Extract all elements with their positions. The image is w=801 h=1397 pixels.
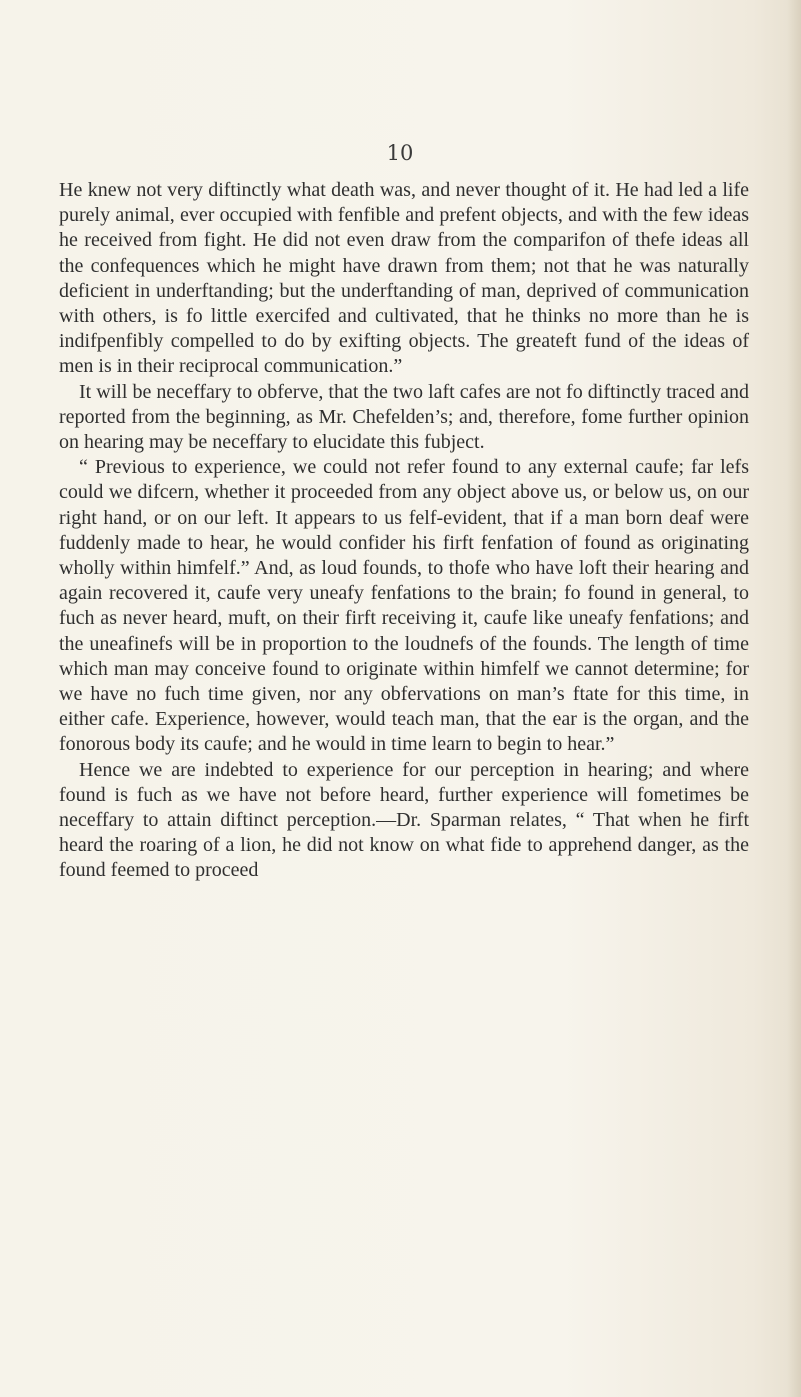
paragraph-2: It will be neceffary to obferve, that the two laft cafes are not fo diftinctly traced and reported from the beginning, as Mr. Chefelden’s; and, therefore, fome further opinion on hearing may be neceffary to elucidate this fubject. [59, 380, 749, 454]
paragraph-3: “ Previous to experience, we could not refer found to any external caufe; far lefs could we difcern, whether it proceeded from any object above us, or below us, on our right hand, or on our left. It appears to us felf-evident, that if a man born deaf were fuddenly made to hear, he would confider his firft fenfation of found as originating wholly within himfelf.” And, as loud founds, to thofe who have loft their hearing and again recovered it, caufe very uneafy fenfations to the brain; fo found in general, to fuch as never heard, muft, on their firft receiving it, caufe like uneafy fenfations; and the uneafinefs will be in proportion to the loudnefs of the founds. The length of time which man may conceive found to originate within himfelf we cannot determine; for we have no fuch time given, nor any obfervations on man’s ftate for this time, in either cafe. Experience, however, would teach man, that the ear is the organ, and the fonorous body its caufe; and he would in time learn to begin to hear.” [59, 456, 749, 756]
page-number: 10 [386, 141, 414, 165]
page-edge-shadow [787, 0, 801, 1397]
body-text [59, 178, 749, 884]
paragraph-4: Hence we are indebted to experience for our perception in hearing; and where found is fuch as we have not before heard, further experience will fometimes be neceffary to attain diftinct perception.—Dr. Sparman relates, “ That when he firft heard the roaring of a lion, he did not know on what fide to apprehend danger, as the found feemed to proceed [59, 758, 749, 882]
paragraph-1: He knew not very diftinctly what death was, and never thought of it. He had led a life purely animal, ever occupied with fenfible and prefent objects, and with the few ideas he received from fight. He did not even draw from the comparifon of thefe ideas all the confequences which he might have drawn from them; not that he was naturally deficient in underftanding; but the underftanding of man, deprived of communication with others, is fo little exercifed and cultivated, that he thinks no more than he is indifpenfibly compelled to do by exifting objects. The greateft fund of the ideas of men is in their reciprocal communication.” [59, 179, 749, 378]
